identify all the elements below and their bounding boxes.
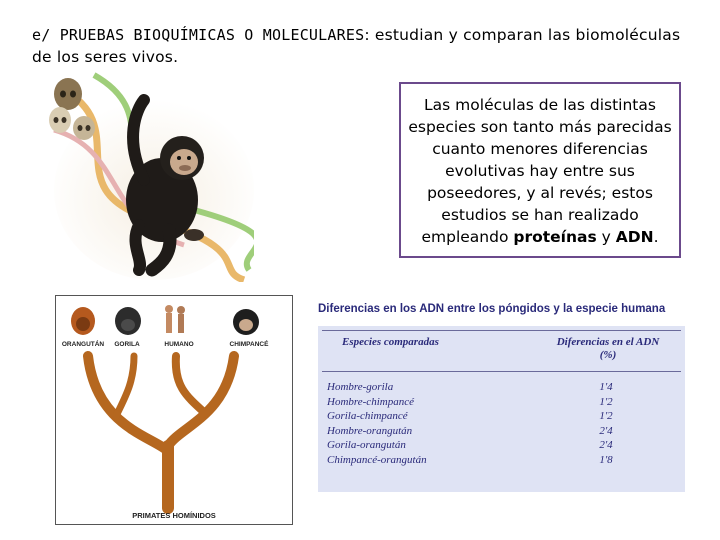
table-row-pair: Hombre-chimpancé [327, 395, 414, 408]
table-rule [322, 330, 681, 331]
human-icon [165, 305, 185, 333]
table-row-diff: 1'2 [599, 410, 613, 423]
column-header-difference [543, 336, 673, 362]
column-header-species: Especies comparadas [342, 336, 439, 348]
table-row-pair: Gorila-orangután [327, 439, 406, 452]
table-row-pair: Gorila-chimpancé [327, 410, 408, 423]
table-row-diff: 2'4 [599, 424, 613, 437]
table-row-pair: Chimpancé-orangután [327, 454, 427, 466]
note-term-dna: ADN [615, 228, 654, 246]
explanation-box [399, 82, 681, 258]
heading-lead: e/ PRUEBAS BIOQUÍMICAS O MOLECULARES [32, 26, 365, 44]
tree-branches [88, 356, 234, 508]
column-header-difference-line1: Diferencias en el ADN [556, 336, 660, 348]
dna-difference-table [318, 326, 685, 492]
species-label-gorilla: GORILA [114, 341, 140, 348]
table-row-diff: 1'2 [599, 395, 613, 408]
note-middle: y [596, 228, 616, 246]
note-text: Las moléculas de las distintas especies son tanto más parecidas cuanto menores diferencias evolutivas hay entre sus poseedores, y al revés; estos estudios se han realizado empleando [408, 96, 672, 246]
phylogenetic-tree-panel [55, 295, 293, 525]
heading-rest: : estudian y comparan las biomoléculas de los seres vivos. [32, 26, 681, 66]
note-end: . [653, 228, 659, 246]
slide-heading [32, 24, 692, 68]
species-label-orangutan: ORANGUTÁN [61, 341, 105, 348]
orangutan-icon [71, 307, 95, 335]
table-row-pair: Hombre-gorila [327, 381, 394, 393]
species-label-human: HUMANO [164, 341, 194, 348]
species-label-chimpanzee: CHIMPANCÉ [229, 341, 269, 348]
tree-diagram [56, 296, 292, 524]
chimpanzee-head-icon [233, 309, 259, 335]
note-term-proteins: proteínas [513, 228, 597, 246]
gorilla-icon [115, 307, 141, 335]
table-row-pair: Hombre-orangután [327, 424, 413, 437]
table-row-diff: 1'8 [599, 454, 613, 466]
tree-caption: PRIMATES HOMÍNIDOS [132, 511, 216, 520]
table-rule [322, 371, 681, 372]
table-title: Diferencias en los ADN entre los póngidos y la especie humana [318, 303, 666, 315]
chimp-dna-illustration [44, 70, 254, 282]
table-row-diff: 2'4 [599, 439, 613, 452]
table-row-diff: 1'4 [599, 381, 613, 393]
column-header-difference-line2: (%) [599, 349, 617, 361]
